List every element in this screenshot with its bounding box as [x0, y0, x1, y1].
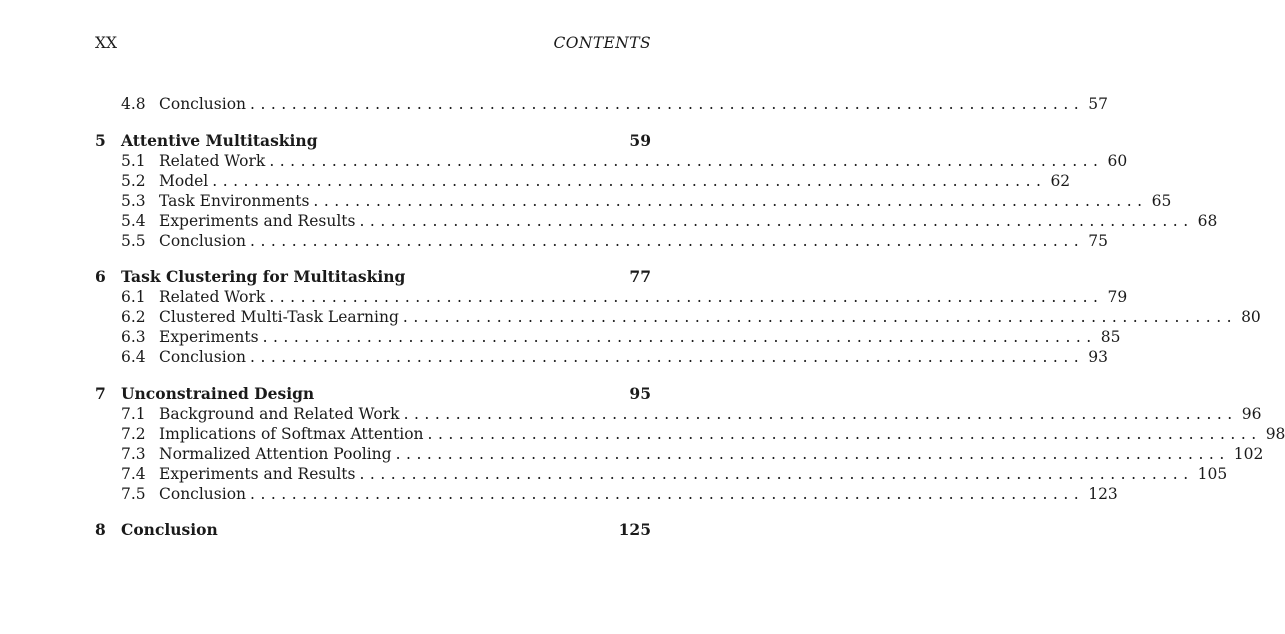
toc-entry-number: 6.4 — [121, 348, 146, 366]
toc-section-entry[interactable] — [95, 151, 1128, 171]
toc-entry-page: 93 — [1088, 348, 1108, 366]
toc-entry-number: 7.5 — [121, 484, 146, 503]
toc-entry-number: 7 — [95, 383, 106, 403]
toc-dot-leader: ................................................................................ — [427, 424, 1262, 443]
toc-dot-leader: ................................................................................ — [250, 231, 1085, 250]
toc-entry-page: 79 — [1107, 288, 1128, 306]
toc-entry-number: 6.3 — [121, 328, 146, 346]
toc-entry-page: 102 — [1233, 444, 1264, 463]
toc-entry-page: 85 — [1100, 328, 1121, 346]
toc-dot-leader: ................................................................................ — [313, 191, 1148, 210]
toc-dot-leader: ................................................................................ — [395, 444, 1230, 463]
toc-section-entry[interactable] — [95, 484, 1118, 504]
toc-entry-page: 105 — [1197, 464, 1228, 483]
toc-entry-number: 8 — [95, 520, 106, 539]
toc-entry-title: Implications of Softmax Attention — [159, 424, 424, 443]
toc-entry-title: Background and Related Work — [159, 404, 400, 423]
toc-entry-title: Normalized Attention Pooling — [159, 444, 392, 463]
toc-section-entry[interactable] — [95, 404, 1262, 424]
toc-entry-title: Conclusion — [159, 348, 247, 366]
toc-entry-number: 6 — [95, 267, 106, 286]
toc-section-entry[interactable] — [95, 191, 1172, 211]
toc-dot-leader: ................................................................................ — [212, 171, 1047, 190]
toc-section-entry[interactable] — [95, 307, 1261, 327]
toc-entry-number: 5.3 — [121, 191, 146, 210]
toc-entry-number: 7.2 — [121, 424, 146, 443]
toc-entry-page: 57 — [1088, 95, 1108, 113]
toc-entry-page: 65 — [1151, 191, 1172, 210]
toc-section-entry[interactable] — [95, 94, 1108, 114]
toc-section-entry[interactable] — [95, 211, 1218, 231]
toc-dot-leader: ................................................................................ — [359, 211, 1194, 230]
toc-dot-leader: ................................................................................ — [250, 484, 1085, 503]
toc-chapter-entry[interactable] — [95, 384, 651, 404]
toc-entry-title: Conclusion — [159, 231, 247, 250]
toc-entry-number: 5.4 — [121, 211, 146, 230]
toc-entry-page: 60 — [1107, 151, 1128, 170]
toc-entry-title: Conclusion — [159, 95, 247, 113]
toc-section-entry[interactable] — [95, 171, 1071, 191]
toc-entry-number: 6.1 — [121, 288, 146, 306]
toc-section-entry[interactable] — [95, 464, 1228, 484]
toc-entry-title: Unconstrained Design — [121, 383, 315, 403]
toc-entry-page: 59 — [629, 130, 651, 150]
toc-entry-page: 77 — [629, 267, 651, 286]
toc-entry-page: 75 — [1088, 231, 1108, 250]
toc-entry-number: 4.8 — [121, 95, 146, 113]
toc-entry-number: 7.1 — [121, 404, 146, 423]
toc-section-entry[interactable] — [95, 444, 1264, 464]
toc-dot-leader: ................................................................................ — [359, 464, 1194, 483]
toc-entry-title: Experiments and Results — [159, 211, 356, 230]
toc-entry-page: 80 — [1241, 308, 1261, 326]
toc-entry-page: 125 — [618, 520, 651, 539]
toc-entry-title: Attentive Multitasking — [121, 130, 318, 150]
toc-entry-page: 98 — [1265, 424, 1285, 443]
toc-entry-number: 6.2 — [121, 308, 146, 326]
toc-dot-leader: ................................................................................ — [269, 151, 1104, 170]
toc-dot-leader: ................................................................................ — [250, 348, 1085, 366]
toc-section-entry[interactable] — [95, 347, 1108, 367]
toc-entry-number: 5 — [95, 130, 106, 150]
toc-entry-number: 7.4 — [121, 464, 146, 483]
toc-entry-number: 5.5 — [121, 231, 146, 250]
toc-dot-leader: ................................................................................ — [269, 288, 1104, 306]
toc-entry-title: Conclusion — [159, 484, 247, 503]
toc-entry-page: 62 — [1050, 171, 1071, 190]
toc-entry-title: Task Clustering for Multitasking — [121, 267, 406, 286]
toc-entry-title: Conclusion — [121, 520, 218, 539]
header-title: CONTENTS — [553, 34, 651, 52]
toc-chapter-entry[interactable] — [95, 520, 651, 540]
toc-entry-title: Experiments — [159, 328, 259, 346]
toc-dot-leader: ................................................................................ — [250, 95, 1085, 113]
toc-entry-title: Clustered Multi-Task Learning — [159, 308, 399, 326]
toc-entry-page: 123 — [1088, 484, 1118, 503]
toc-entry-number: 5.2 — [121, 171, 146, 190]
toc-entry-title: Task Environments — [159, 191, 310, 210]
toc-section-entry[interactable] — [95, 424, 1285, 444]
toc-entry-page: 95 — [629, 383, 651, 403]
toc-chapter-entry[interactable] — [95, 131, 651, 151]
toc-section-entry[interactable] — [95, 231, 1108, 251]
toc-entry-page: 68 — [1197, 211, 1218, 230]
toc-entry-title: Model — [159, 171, 209, 190]
toc-dot-leader: ................................................................................ — [262, 328, 1097, 346]
toc-section-entry[interactable] — [95, 287, 1128, 307]
toc-entry-number: 5.1 — [121, 151, 146, 170]
toc-entry-title: Experiments and Results — [159, 464, 356, 483]
header-page-number: XX — [95, 34, 118, 52]
toc-entry-number: 7.3 — [121, 444, 146, 463]
toc-chapter-entry[interactable] — [95, 267, 651, 287]
toc-section-entry[interactable] — [95, 327, 1121, 347]
toc-entry-title: Related Work — [159, 151, 266, 170]
toc-dot-leader: ................................................................................ — [403, 404, 1238, 423]
toc-dot-leader: ................................................................................ — [402, 308, 1238, 326]
running-header — [95, 33, 651, 53]
toc-entry-page: 96 — [1241, 404, 1262, 423]
toc-entry-title: Related Work — [159, 288, 266, 306]
